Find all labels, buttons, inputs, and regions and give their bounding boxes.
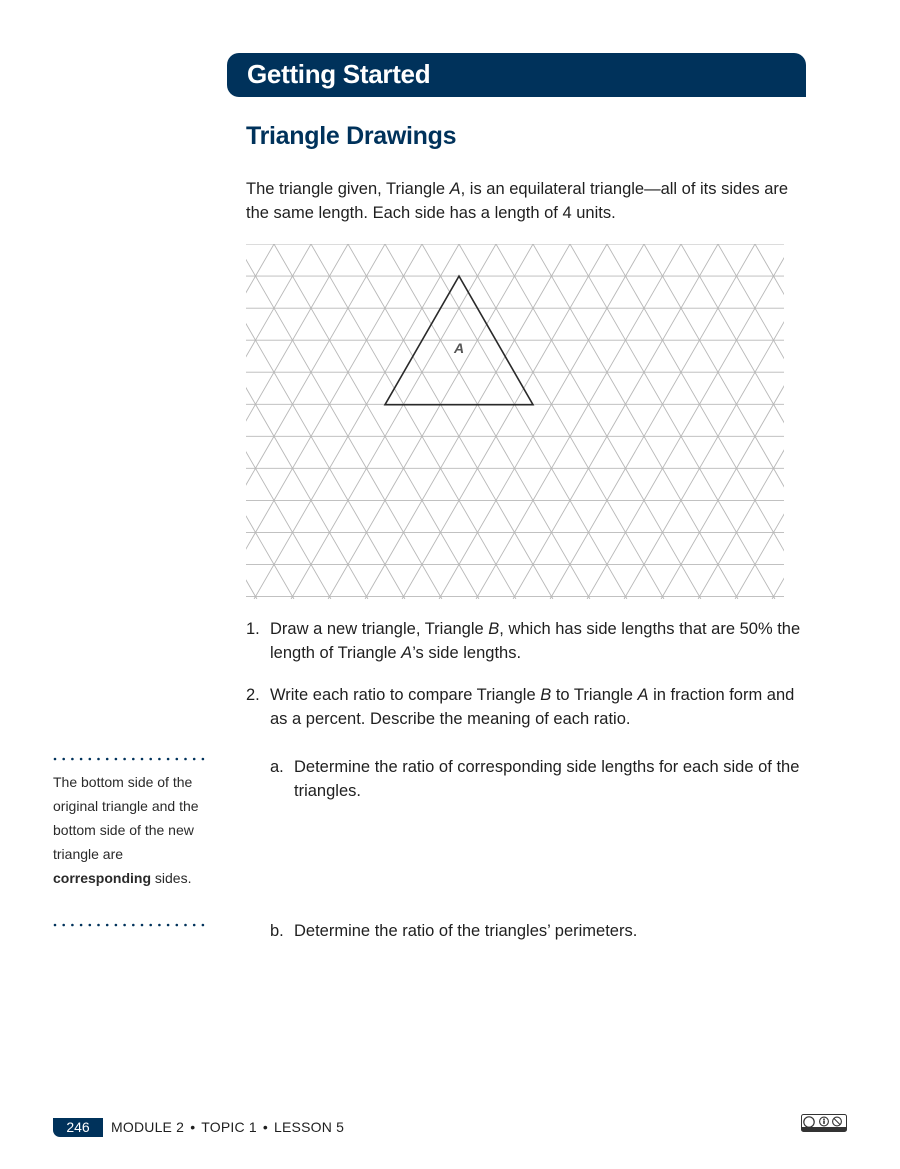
grid-line [476,244,681,599]
question-2a [270,755,808,805]
intro-text-1: The triangle given, Triangle [246,180,450,198]
sidenote: The bottom side of the original triangle and the bottom side of the new triangle are corresponding sides. [53,774,199,886]
grid-line [246,244,348,599]
grid-line [246,244,368,599]
sidenote-bottom-dots [53,923,205,927]
grid-line [385,244,590,599]
triangle-a-label: A [453,340,465,356]
footer-separator: • [262,1119,269,1135]
grid-line [246,244,311,599]
header-title: Getting Started [247,59,431,89]
question-2a-text: Determine the ratio of corresponding side lengths for each side of the triangles. [294,758,800,800]
grid-line [246,244,274,599]
grid-line [348,244,553,599]
grid-line [246,244,331,599]
intro-paragraph [246,177,806,225]
isometric-grid [246,244,784,599]
intro-text-2: , is an equilateral triangle—all of its sides are the same length. Each side has a length of 4 units. [246,180,789,222]
grid-line [550,244,755,599]
grid-line [365,244,570,599]
question-1-number: 1. [246,620,260,638]
grid-line [513,244,718,599]
grid-line [291,244,496,599]
grid-line [718,244,784,599]
grid-line [246,244,405,599]
grid-line [274,244,479,599]
section-title: Triangle Drawings [246,122,457,150]
grid-line [311,244,516,599]
grid-line [644,244,784,599]
grid-line [570,244,775,599]
question-1 [246,617,808,667]
creative-commons-icon [801,1114,847,1132]
grid-line [254,244,459,599]
grid-line [772,244,784,599]
grid-lines [246,244,784,599]
grid-line [496,244,701,599]
question-2 [246,683,808,733]
grid-line [246,244,294,599]
grid-line [587,244,784,599]
page-number: 246 [53,1118,103,1137]
footer-breadcrumb [111,1118,344,1137]
grid-line [735,244,784,599]
question-2-number: 2. [246,686,260,704]
footer-separator: • [190,1119,196,1135]
question-2-text: Write each ratio to compare Triangle B to Triangle A in fraction form and as a percent. Describe the meaning of each ratio. [270,686,795,728]
intro-var: A [449,180,461,198]
grid-line [246,244,442,599]
question-2b [270,919,808,945]
question-2b-text: Determine the ratio of the triangles’ perimeters. [294,922,638,940]
grid-line [755,244,784,599]
grid-line [624,244,784,599]
question-2b-letter: b. [270,922,284,940]
grid-line [681,244,784,599]
question-1-text: Draw a new triangle, Triangle B, which has side lengths that are 50% the length of Triangle A’s side lengths. [270,620,801,662]
footer-lesson: LESSON 5 [274,1119,345,1135]
grid-line [439,244,644,599]
sidenote-top-dots [53,757,205,761]
footer-module: MODULE 2 [111,1119,185,1135]
grid-line [328,244,533,599]
footer-topic: TOPIC 1 [201,1119,257,1135]
grid-line [698,244,784,599]
grid-line [246,244,385,599]
grid-line [422,244,627,599]
grid-line [459,244,664,599]
header-banner [227,53,806,97]
sidenote-keyword: corresponding [53,870,152,886]
question-2a-letter: a. [270,758,284,776]
grid-line [402,244,607,599]
grid-line [533,244,738,599]
